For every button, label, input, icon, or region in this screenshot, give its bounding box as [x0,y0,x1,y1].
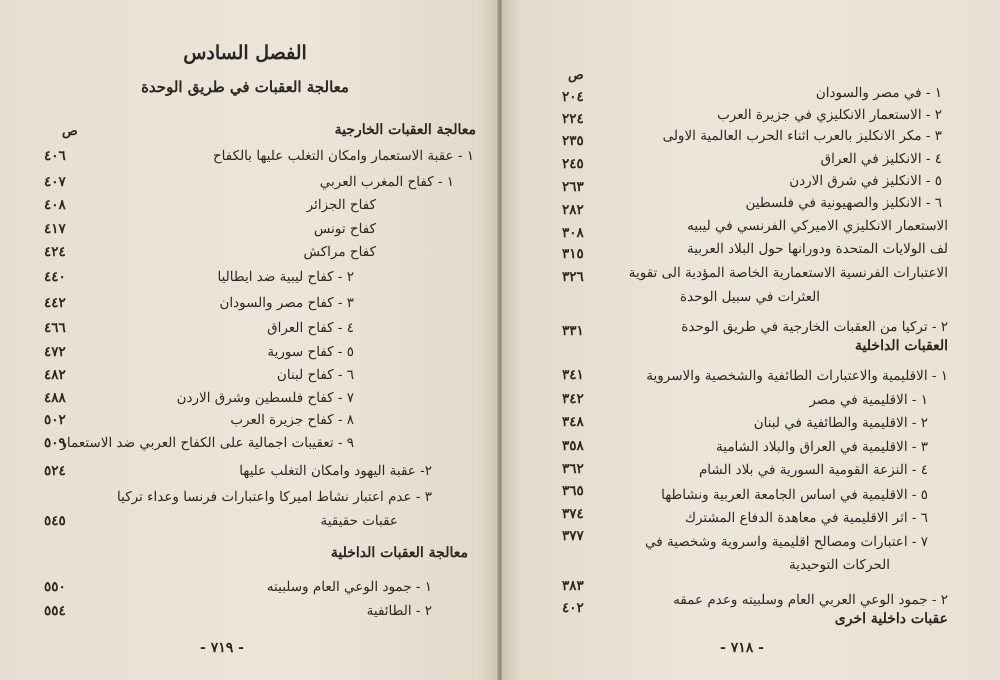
toc-entry: ٢ - جمود الوعي العربي العام وسلبيته وعدم عمقه [673,592,948,608]
toc-page-number: ٣٣١ [562,323,584,339]
toc-entry: ٧ - اعتبارات ومصالح اقليمية واسروية وشخصية في [645,534,928,550]
toc-page-number: ٤٠٧ [44,174,66,190]
toc-page-number: ٤٠٢ [562,600,584,616]
toc-page-number: ٥٥٠ [44,579,66,595]
toc-entry: كفاح تونس [313,221,376,237]
toc-page-number: ٣٥٨ [562,438,584,454]
toc-page-number: ٤٤٠ [44,269,66,285]
toc-page-number: ٤٠٨ [44,197,66,213]
toc-entry: عقبات حقيقية [320,513,398,529]
toc-entry: ٦ - الانكليز والصهيونية في فلسطين [745,195,942,211]
toc-entry: ٣ - كفاح مصر والسودان [219,295,354,311]
toc-page-number: ٤٨٨ [44,390,66,406]
toc-entry: ١ - في مصر والسودان [815,85,942,101]
toc-page-number: ٤١٧ [44,221,66,237]
toc-page-number: ٤٤٢ [44,295,66,311]
toc-page-number: ٣٦٥ [562,483,584,499]
toc-entry: ٢ - الاستعمار الانكليزي في جزيرة العرب [717,107,942,123]
toc-page-number: ٣٦٢ [562,461,584,477]
toc-entry: ٣ - مكر الانكليز بالعرب اثناء الحرب العالمية الاولى [662,128,942,144]
section-heading-internal-right: العقبات الداخلية [855,338,948,354]
toc-entry: ٢ - الطائفية [366,603,432,619]
toc-page-number: ٤٧٢ [44,344,66,360]
page-folio-left: - ٧١٩ - [200,640,244,656]
toc-entry: ٤ - النزعة القومية السورية في بلاد الشام [698,462,928,478]
left-page [0,0,498,680]
toc-entry: لف الولايات المتحدة ودورانها حول البلاد العربية [686,241,948,257]
chapter-title: الفصل السادس [183,42,307,64]
toc-page-number: ٢٣٥ [562,133,584,149]
toc-page-number: ٥٠٢ [44,412,66,428]
toc-page-number: ٤٦٦ [44,320,66,336]
toc-entry: ٤ - الانكليز في العراق [820,151,942,167]
toc-page-number: ٥٤٥ [44,513,66,529]
section-heading-other: عقبات داخلية اخرى [834,611,948,627]
toc-entry: ١ - الاقليمية في مصر [809,392,928,408]
right-page [502,0,1000,680]
toc-page-number: ٣١٥ [562,246,584,262]
toc-entry: ٣ - عدم اعتبار نشاط اميركا واعتبارات فرنسا وعداء تركيا [117,489,432,505]
toc-entry: ٨ - كفاح جزيرة العرب [230,412,354,428]
toc-entry: الحركات التوحيدية [789,557,890,573]
toc-entry: ٤ - كفاح العراق [267,320,354,336]
toc-page-number: ٤٠٦ [44,148,66,164]
toc-page-number: ٢٢٤ [562,111,584,127]
page-column-label: ص [62,124,78,139]
toc-page-number: ٢٦٣ [562,179,584,195]
page-column-label: ص [568,68,584,83]
toc-page-number: ٢٠٤ [562,89,584,105]
toc-page-number: ٣٢٦ [562,269,584,285]
toc-entry: ٢ - تركيا من العقبات الخارجية في طريق الوحدة [681,319,948,335]
toc-entry: الاستعمار الانكليزي الاميركي الفرنسي في ليبيه [687,218,948,234]
toc-entry: ١ - كفاح المغرب العربي [319,174,454,190]
toc-page-number: ٥٠٩ [44,435,66,451]
section-heading-internal: معالجة العقبات الداخلية [330,545,468,561]
toc-entry: الاعتبارات الفرنسية الاستعمارية الخاصة المؤدية الى تقوية [628,265,948,281]
toc-entry: ٦ - كفاح لبنان [276,367,354,383]
toc-entry: ٢ - كفاح ليبية ضد ايطاليا [217,269,354,285]
toc-entry: كفاح الجزائر [306,197,376,213]
toc-entry: كفاح مراكش [303,244,376,260]
toc-page-number: ٣٤٨ [562,414,584,430]
toc-page-number: ٤٨٢ [44,367,66,383]
toc-entry: ٢- عقبة اليهود وامكان التغلب عليها [239,463,432,479]
toc-entry: ٧ - كفاح فلسطين وشرق الاردن [176,390,354,406]
toc-entry: ٣ - الاقليمية في العراق والبلاد الشامية [716,439,928,455]
toc-page-number: ٤٢٤ [44,244,66,260]
toc-entry: ٥ - الاقليمية في اساس الجامعة العربية ونشاطها [661,487,928,503]
toc-page-number: ٢٨٢ [562,202,584,218]
toc-entry: ١ - عقبة الاستعمار وامكان التغلب عليها بالكفاح [212,148,474,164]
toc-page-number: ٣٨٣ [562,578,584,594]
toc-entry: ٥ - كفاح سورية [267,344,354,360]
chapter-subtitle: معالجة العقبات في طريق الوحدة [141,78,349,96]
section-heading-external: معالجة العقبات الخارجية [334,122,476,138]
toc-page-number: ٥٢٤ [44,463,66,479]
toc-entry: ١ - الاقليمية والاعتبارات الطائفية والشخصية والاسروية [646,368,948,384]
toc-page-number: ٣٤١ [562,367,584,383]
page-folio-right: - ٧١٨ - [720,640,764,656]
toc-page-number: ٣٤٢ [562,391,584,407]
toc-page-number: ٣٧٧ [562,528,584,544]
toc-entry: ٦ - اثر الاقليمية في معاهدة الدفاع المشترك [684,510,928,526]
toc-entry: ١ - جمود الوعي العام وسلبيته [266,579,432,595]
toc-page-number: ٣٧٤ [562,506,584,522]
toc-page-number: ٥٥٤ [44,603,66,619]
toc-entry: ٩ - تعقيبات اجمالية على الكفاح العربي ضد الاستعمار [60,435,354,451]
toc-page-number: ٣٠٨ [562,225,584,241]
toc-entry: العثرات في سبيل الوحدة [680,289,820,305]
toc-entry: ٢ - الاقليمية والطائفية في لبنان [753,415,928,431]
toc-page-number: ٢٤٥ [562,156,584,172]
toc-entry: ٥ - الانكليز في شرق الاردن [789,173,942,189]
